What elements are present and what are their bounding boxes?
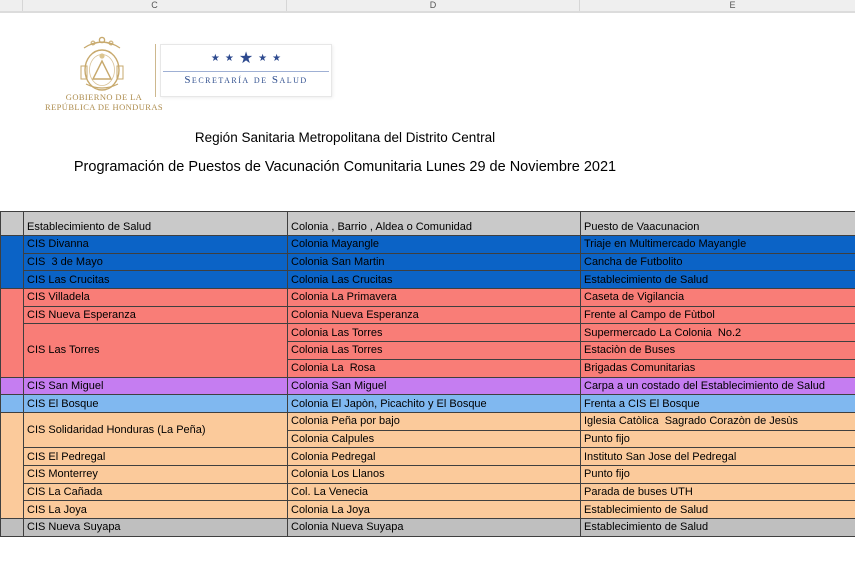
cell-colonia[interactable]: Colonia La Primavera (288, 289, 581, 307)
logo-divider-line (155, 44, 156, 97)
table-row (1, 465, 855, 483)
cell-colonia[interactable]: Colonia El Japòn, Picachito y El Bosque (288, 395, 581, 413)
cell-puesto[interactable]: Establecimiento de Salud (581, 519, 855, 537)
sheet-column-stub[interactable] (0, 0, 23, 11)
cell-puesto[interactable]: Caseta de Vigilancia (581, 289, 855, 307)
cell-puesto[interactable]: Brigadas Comunitarias (581, 359, 855, 377)
cell-establecimiento[interactable]: CIS Monterrey (24, 465, 288, 483)
cell-puesto[interactable]: Triaje en Multimercado Mayangle (581, 236, 855, 254)
table-row (1, 448, 855, 466)
cell-puesto[interactable]: Carpa a un costado del Establecimiento de Salud (581, 377, 855, 395)
cell-colonia[interactable]: Colonia Las Crucitas (288, 271, 581, 289)
cell-colonia[interactable]: Colonia San Miguel (288, 377, 581, 395)
cell-establecimiento[interactable]: CIS San Miguel (24, 377, 288, 395)
header-establecimiento[interactable]: Establecimiento de Salud (24, 212, 288, 236)
cell-puesto[interactable]: Punto fijo (581, 430, 855, 448)
table-row (1, 271, 855, 289)
page-subtitle: Programación de Puestos de Vacunación Comunitaria Lunes 29 de Noviembre 2021 (73, 159, 617, 175)
cell-establecimiento[interactable]: CIS La Joya (24, 501, 288, 519)
group-color-strip[interactable] (1, 519, 24, 537)
cell-establecimiento[interactable]: CIS Nueva Suyapa (24, 519, 288, 537)
cell-establecimiento[interactable]: CIS Las Torres (24, 324, 288, 377)
table-row (1, 501, 855, 519)
cell-colonia[interactable]: Colonia San Martin (288, 253, 581, 271)
cell-colonia[interactable]: Colonia Pedregal (288, 448, 581, 466)
secretaria-de-salud-logo (160, 44, 332, 97)
group-color-strip[interactable] (1, 236, 24, 289)
cell-establecimiento[interactable]: CIS El Pedregal (24, 448, 288, 466)
cell-puesto[interactable]: Cancha de Futbolito (581, 253, 855, 271)
cell-colonia[interactable]: Colonia La Rosa (288, 359, 581, 377)
vaccination-table (0, 211, 855, 537)
cell-puesto[interactable]: Frenta a CIS El Bosque (581, 395, 855, 413)
table-row (1, 253, 855, 271)
cell-colonia[interactable]: Colonia Nueva Esperanza (288, 306, 581, 324)
header-colonia[interactable]: Colonia , Barrio , Aldea o Comunidad (288, 212, 581, 236)
ministry-name: Secretaría de Salud (184, 74, 308, 86)
group-color-strip[interactable] (1, 412, 24, 518)
cell-puesto[interactable]: Iglesia Catòlica Sagrado Corazòn de Jesùs (581, 412, 855, 430)
cell-colonia[interactable]: Colonia Los Llanos (288, 465, 581, 483)
group-color-strip[interactable] (1, 289, 24, 377)
cell-establecimiento[interactable]: CIS La Cañada (24, 483, 288, 501)
cell-establecimiento[interactable]: CIS Nueva Esperanza (24, 306, 288, 324)
table-row (1, 289, 855, 307)
table-row (1, 306, 855, 324)
cell-puesto[interactable]: Punto fijo (581, 465, 855, 483)
cell-establecimiento[interactable]: CIS Villadela (24, 289, 288, 307)
group-color-strip[interactable] (1, 395, 24, 413)
logo-rule-line (163, 71, 329, 72)
table-row (1, 395, 855, 413)
cell-establecimiento[interactable]: CIS Las Crucitas (24, 271, 288, 289)
cell-colonia[interactable]: Colonia Calpules (288, 430, 581, 448)
cell-colonia[interactable]: Colonia Las Torres (288, 324, 581, 342)
page-title: Región Sanitaria Metropolitana del Distrito Central (194, 130, 496, 145)
header-puesto[interactable]: Puesto de Vaacunacion (581, 212, 855, 236)
table-row (1, 483, 855, 501)
cell-colonia[interactable]: Colonia Nueva Suyapa (288, 519, 581, 537)
cell-puesto[interactable]: Frente al Campo de Fùtbol (581, 306, 855, 324)
table-row (1, 236, 855, 254)
group-color-strip[interactable] (1, 377, 24, 395)
cell-puesto[interactable]: Establecimiento de Salud (581, 501, 855, 519)
sheet-column-header-d[interactable]: D (287, 0, 580, 11)
table-row (1, 377, 855, 395)
cell-establecimiento[interactable]: CIS Solidaridad Honduras (La Peña) (24, 412, 288, 447)
table-row (1, 324, 855, 342)
cell-puesto[interactable]: Estaciòn de Buses (581, 342, 855, 360)
cell-puesto[interactable]: Instituto San Jose del Pedregal (581, 448, 855, 466)
cell-puesto[interactable]: Supermercado La Colonia No.2 (581, 324, 855, 342)
sheet-column-header-c[interactable]: C (23, 0, 287, 11)
cell-colonia[interactable]: Colonia La Joya (288, 501, 581, 519)
table-row (1, 412, 855, 430)
vaccination-table-body (1, 236, 855, 537)
cell-establecimiento[interactable]: CIS 3 de Mayo (24, 253, 288, 271)
government-name-line1: GOBIERNO DE LA (65, 92, 143, 102)
cell-puesto[interactable]: Parada de buses UTH (581, 483, 855, 501)
header-strip-cell[interactable] (1, 212, 24, 236)
five-stars-icon: ★ ★ ★ ★ ★ (210, 50, 282, 67)
sheet-column-header-strip (0, 0, 855, 13)
government-name-line2: REPÚBLICA DE HONDURAS (45, 102, 163, 112)
cell-establecimiento[interactable]: CIS El Bosque (24, 395, 288, 413)
cell-puesto[interactable]: Establecimiento de Salud (581, 271, 855, 289)
honduras-coat-of-arms-icon (62, 32, 142, 94)
cell-colonia[interactable]: Col. La Venecia (288, 483, 581, 501)
sheet-column-header-e[interactable]: E (580, 0, 855, 11)
cell-colonia[interactable]: Colonia Las Torres (288, 342, 581, 360)
cell-colonia[interactable]: Colonia Peña por bajo (288, 412, 581, 430)
cell-establecimiento[interactable]: CIS Divanna (24, 236, 288, 254)
table-header-row (1, 212, 855, 236)
table-row (1, 519, 855, 537)
cell-colonia[interactable]: Colonia Mayangle (288, 236, 581, 254)
